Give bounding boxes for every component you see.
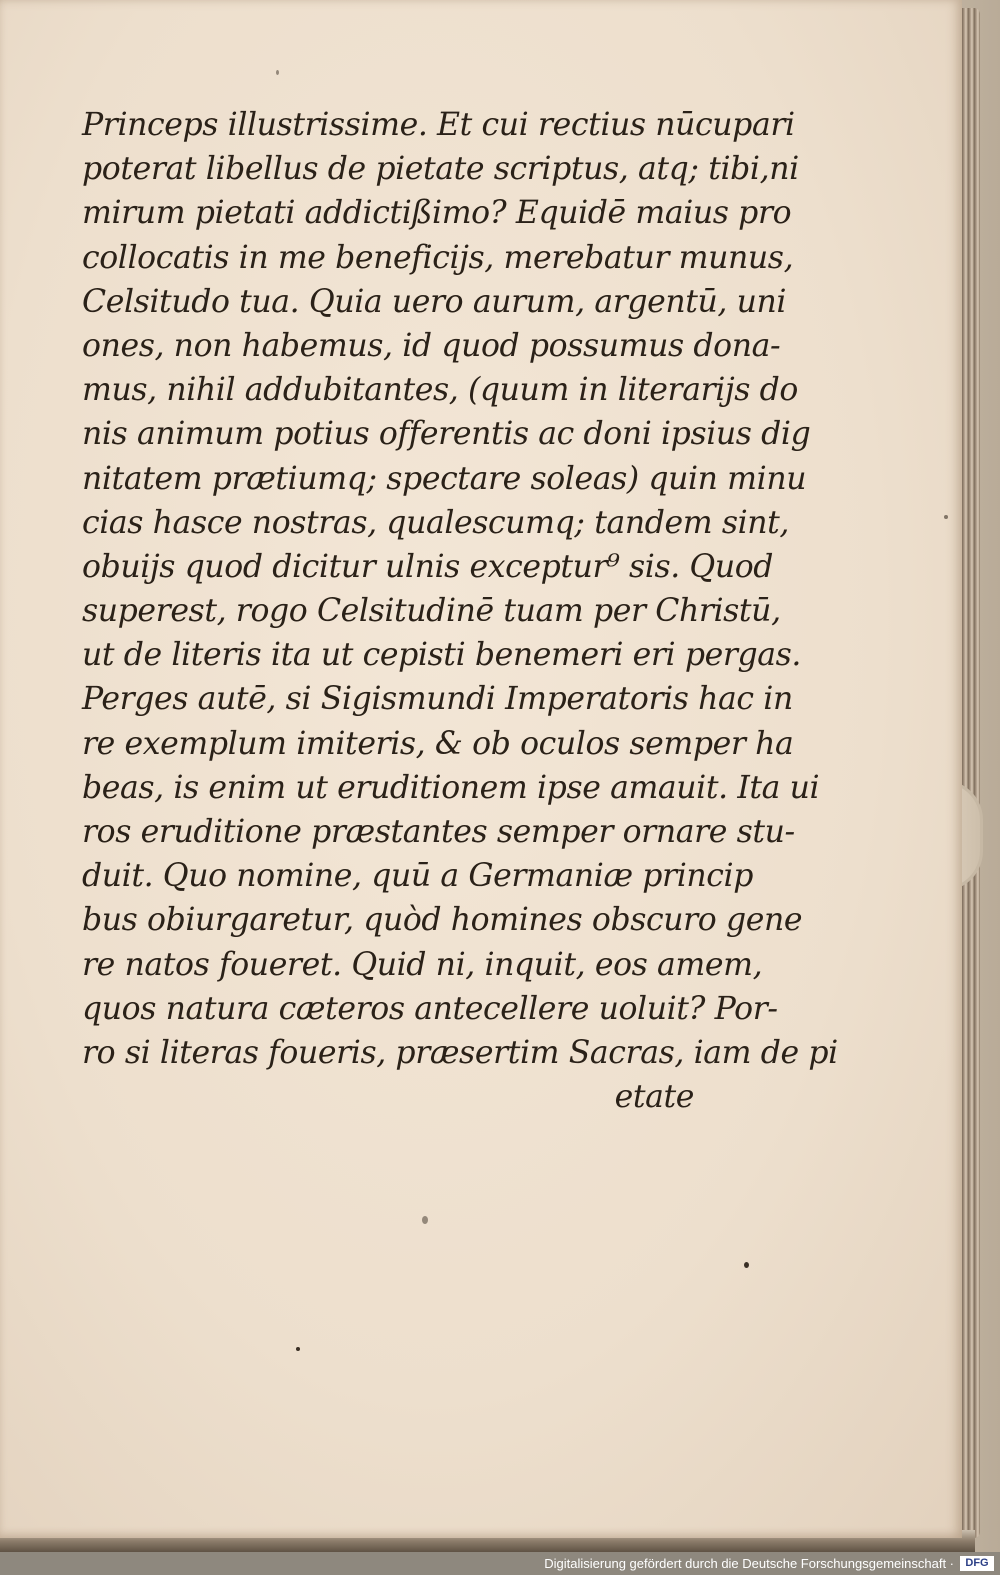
text-line: ro si literas foueris, præsertim Sacras, iam de pi — [82, 1034, 838, 1071]
text-line: mus, nihil addubitantes, (quum in literarijs do — [82, 372, 798, 409]
digitization-footer — [0, 1552, 1000, 1575]
text-line: Celsitudo tua. Quia uero aurum, argentū, uni — [82, 283, 787, 320]
text-line: Princeps illustrissime. Et cui rectius nūcupari — [82, 107, 795, 143]
text-line: ros eruditione præstantes semper ornare stu- — [82, 814, 795, 850]
text-line: superest, rogo Celsitudinē tuam per Christū, — [82, 593, 781, 630]
footer-credit: Digitalisierung gefördert durch die Deutsche Forschungsgemeinschaft · — [544, 1556, 954, 1571]
text-line: cias hasce nostras, qualescumq; tandem sint, — [82, 504, 790, 541]
page-text — [82, 103, 838, 1119]
text-line: ones, non habemus, id quod possumus dona- — [82, 327, 781, 364]
text-line: duit. Quo nomine, quū a Germaniæ princip — [82, 858, 753, 895]
text-line: re natos foueret. Quid ni, inquit, eos amem, — [82, 946, 763, 983]
ink-speck — [276, 70, 279, 75]
dfg-logo: DFG — [960, 1556, 994, 1571]
text-line: collocatis in me beneficijs, merebatur munus, — [82, 239, 794, 276]
text-line: Perges autē, si Sigismundi Imperatoris hac in — [82, 681, 793, 718]
text-line: obuijs quod dicitur ulnis exceptur⁹ sis. Quod — [82, 548, 774, 585]
text-line: bus obiurgaretur, quòd homines obscuro gene — [82, 902, 803, 939]
text-line: ut de literis ita ut cepisti benemeri eri pergas. — [82, 637, 802, 674]
text-line: quos natura cæteros antecellere uoluit? Por- — [82, 990, 778, 1027]
ink-speck — [744, 1262, 749, 1268]
text-line: poterat libellus de pietate scriptus, atq; tibi,ni — [82, 151, 799, 188]
catchword: etate — [614, 1079, 694, 1116]
text-line: nis animum potius offerentis ac doni ipsius dig — [82, 416, 811, 453]
ink-speck — [944, 515, 948, 519]
text-line: nitatem prætiumq; spectare soleas) quin minu — [82, 460, 807, 497]
ink-speck — [422, 1216, 428, 1224]
text-line: mirum pietati addictißimo? Equidē maius pro — [82, 195, 792, 232]
ink-speck — [296, 1347, 300, 1351]
text-line: re exemplum imiteris, & ob oculos semper ha — [82, 725, 794, 762]
text-line: beas, is enim ut eruditionem ipse amauit. Ita ui — [82, 769, 820, 806]
